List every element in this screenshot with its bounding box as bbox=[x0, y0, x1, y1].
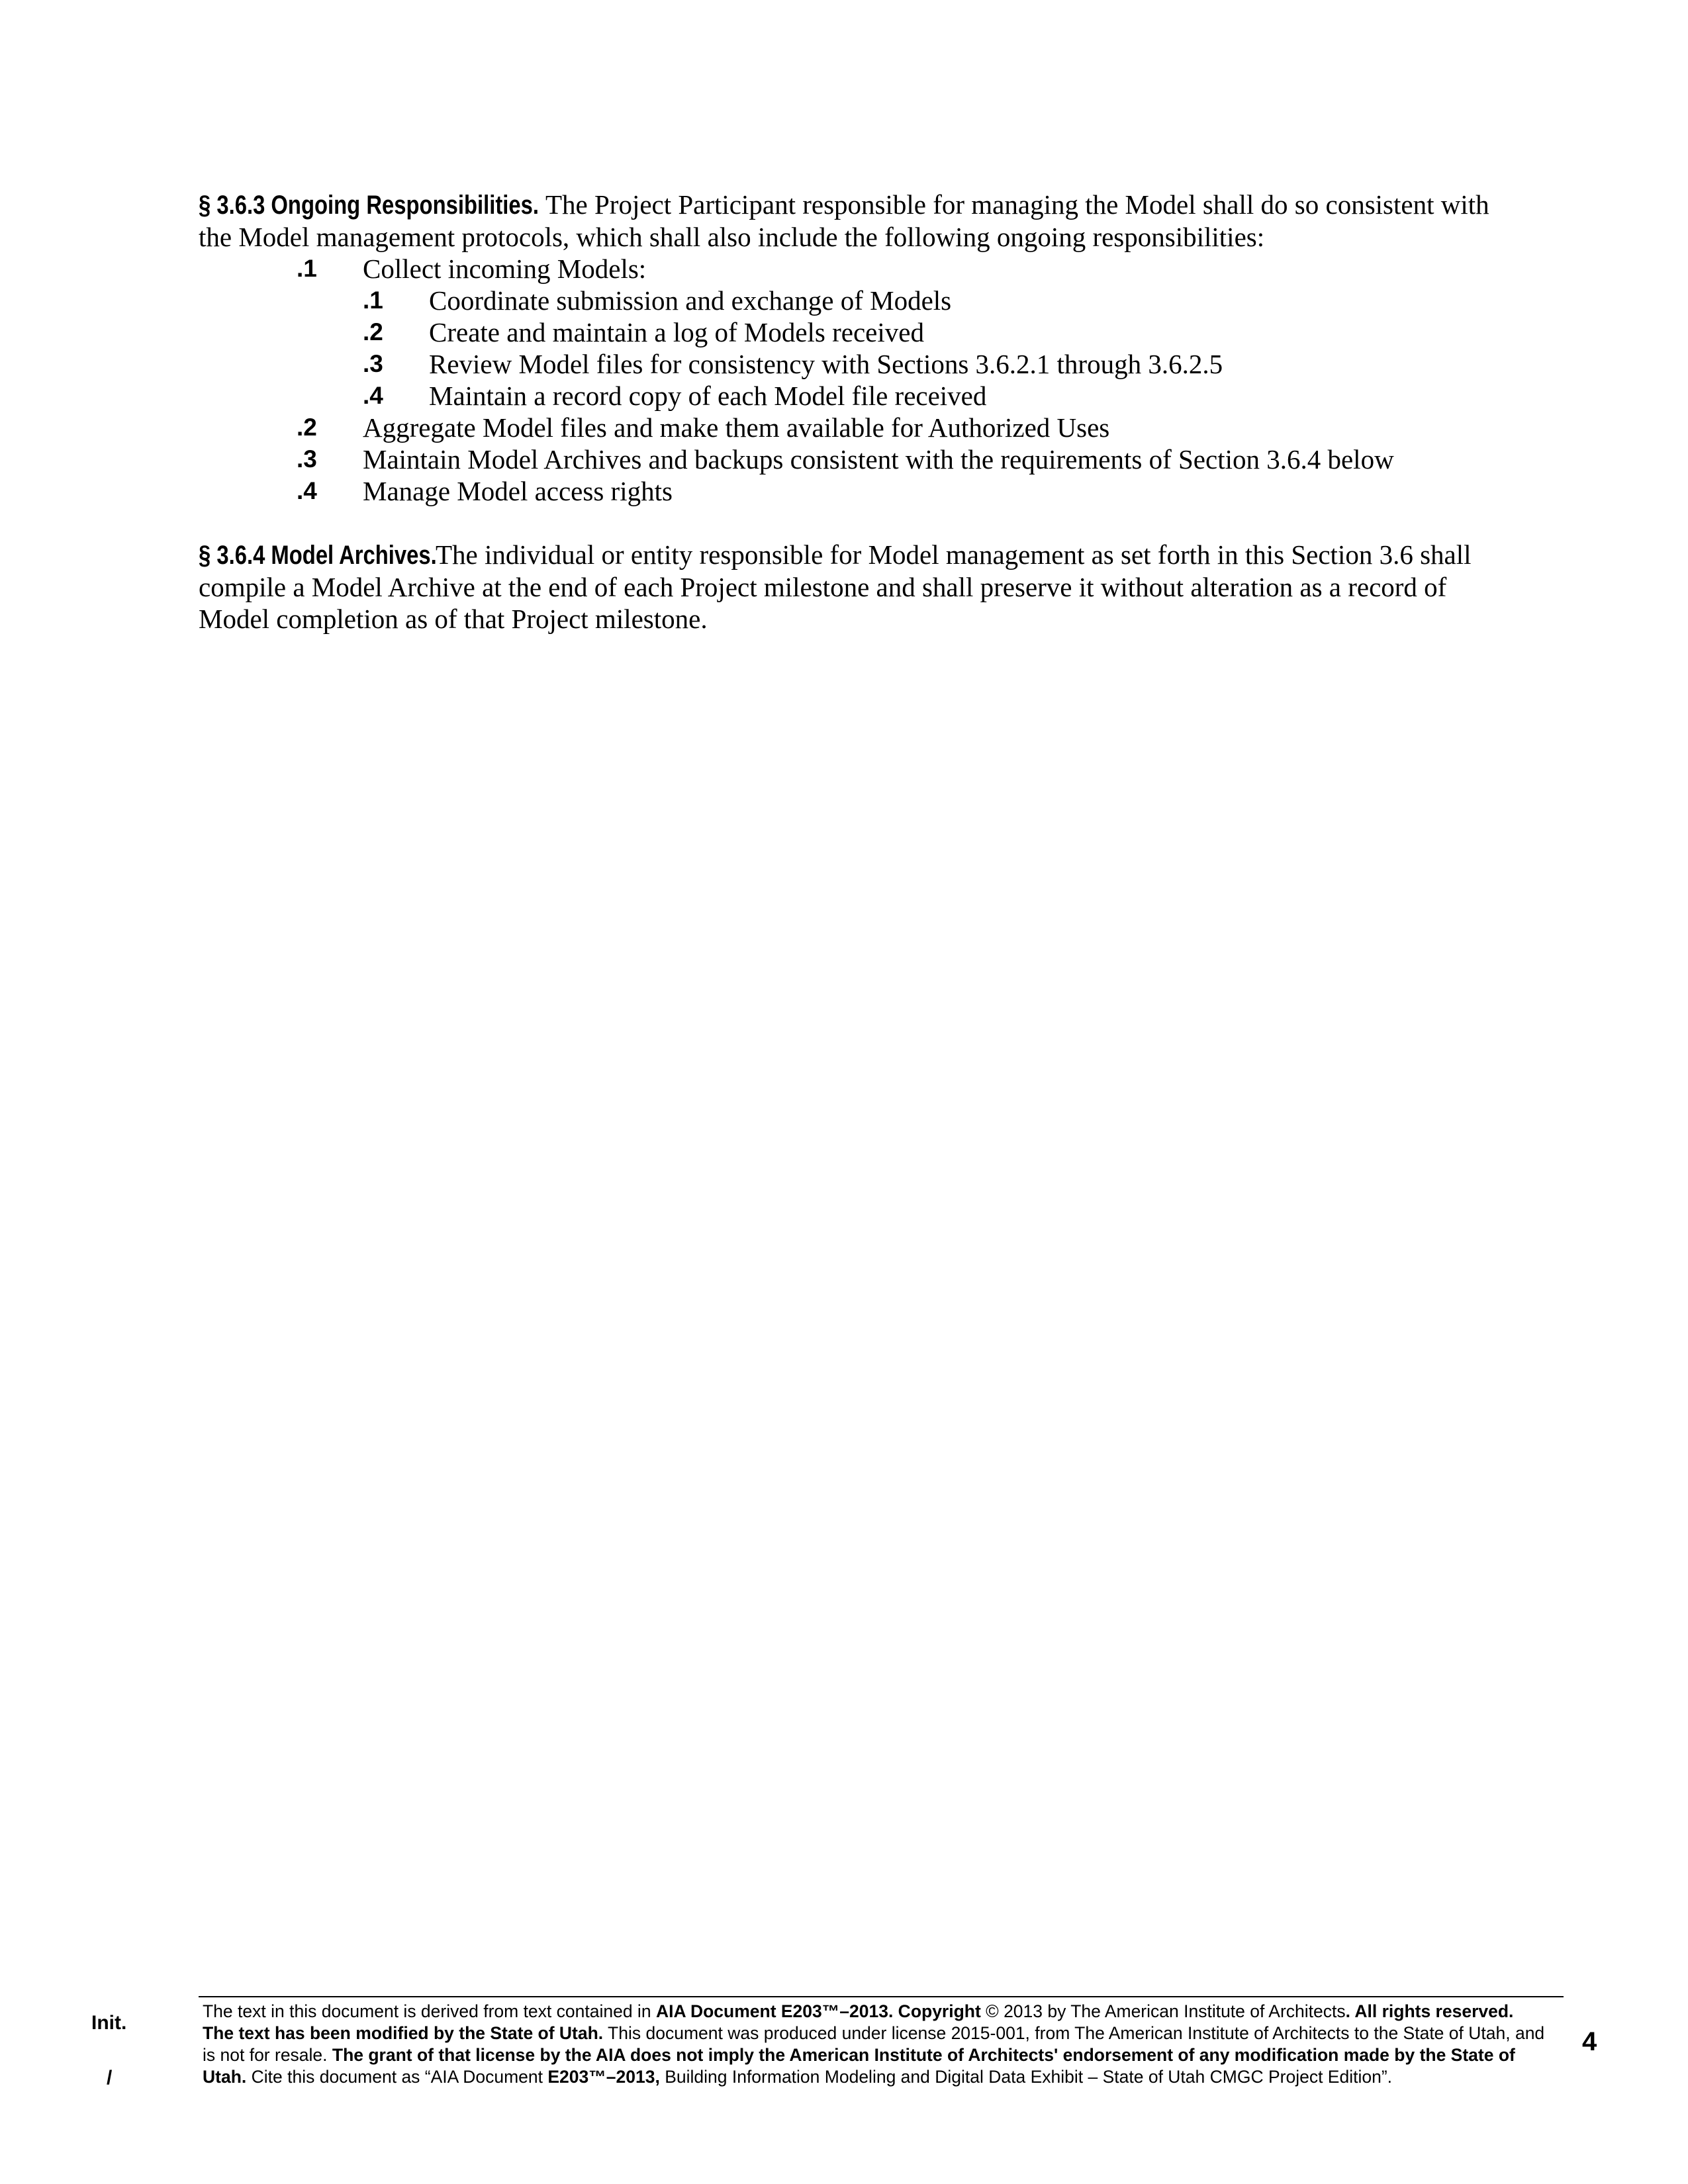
section-3-6-4-text-2: compile a Model Archive at the end of each Project milestone and shall preserve it without alteration as a record of bbox=[199, 572, 1447, 602]
item-number: .2 bbox=[297, 414, 317, 441]
section-3-6-4-heading: § 3.6.4 Model Archives. bbox=[199, 541, 437, 570]
list-item bbox=[199, 412, 1562, 443]
footer-text-2: © 2013 by The American Institute of Architects bbox=[980, 2001, 1346, 2021]
list-item bbox=[199, 380, 1562, 412]
item-number: .2 bbox=[363, 318, 383, 345]
item-number: .1 bbox=[297, 255, 317, 282]
item-number: .4 bbox=[297, 477, 317, 504]
footer-bold-2: . All rights reserved. The text has been modified by the State of Utah. bbox=[203, 2001, 1514, 2043]
item-text: Create and maintain a log of Models received bbox=[429, 317, 924, 347]
section-3-6-4-line1 bbox=[199, 539, 1562, 571]
list-item bbox=[199, 475, 1562, 507]
section-3-6-3-heading: § 3.6.3 Ongoing Responsibilities. bbox=[199, 191, 539, 220]
footer-text-5: Building Information Modeling and Digital Data Exhibit – State of Utah CMGC Project Edition”. bbox=[659, 2067, 1393, 2087]
item-number: .3 bbox=[363, 350, 383, 377]
section-3-6-3 bbox=[199, 189, 1562, 507]
item-text: Collect incoming Models: bbox=[363, 253, 647, 284]
item-number: .4 bbox=[363, 382, 383, 409]
footer-text-3: This document was produced under license 2015-001, from The American Institute of Architects to the State of Utah, and is not for resale. bbox=[203, 2023, 1545, 2065]
item-text: Maintain Model Archives and backups consistent with the requirements of Section 3.6.4 below bbox=[363, 444, 1394, 475]
item-text: Review Model files for consistency with Sections 3.6.2.1 through 3.6.2.5 bbox=[429, 349, 1223, 379]
item-text: Manage Model access rights bbox=[363, 476, 673, 506]
footer-text-4: Cite this document as “AIA Document bbox=[246, 2067, 548, 2087]
item-number: .3 bbox=[297, 445, 317, 473]
list-item bbox=[199, 253, 1562, 285]
footer-bold-4: E203™–2013, bbox=[547, 2067, 660, 2087]
section-3-6-3-line1 bbox=[199, 189, 1562, 221]
item-number: .1 bbox=[363, 287, 383, 314]
list-item bbox=[199, 316, 1562, 348]
footer-bold-3: The grant of that license by the AIA does not imply the American Institute of Architects' endorsement of any modification made by the State of Utah. bbox=[203, 2045, 1515, 2087]
section-3-6-4-text-1: The individual or entity responsible for Model management as set forth in this Section 3.6 shall bbox=[436, 539, 1472, 570]
responsibilities-list bbox=[199, 253, 1562, 507]
item-text: Coordinate submission and exchange of Models bbox=[429, 285, 952, 316]
list-item bbox=[199, 443, 1562, 475]
page-number: 4 bbox=[1582, 2027, 1597, 2056]
list-item bbox=[199, 285, 1562, 316]
item-text: Aggregate Model files and make them available for Authorized Uses bbox=[363, 412, 1110, 443]
list-item bbox=[199, 348, 1562, 380]
init-label: Init. bbox=[91, 2012, 127, 2034]
footer-text-1: The text in this document is derived from text contained in bbox=[203, 2001, 656, 2021]
section-3-6-3-intro-2: the Model management protocols, which shall also include the following ongoing responsibilities: bbox=[199, 222, 1265, 252]
footer-divider bbox=[199, 1996, 1564, 1997]
footer-notice bbox=[203, 2001, 1546, 2088]
init-slash: / bbox=[107, 2067, 113, 2089]
document-body bbox=[199, 189, 1562, 635]
footer-bold-1: AIA Document E203™–2013. Copyright bbox=[655, 2001, 981, 2021]
section-3-6-4-text-3: Model completion as of that Project milestone. bbox=[199, 604, 708, 634]
section-3-6-3-intro-1: The Project Participant responsible for managing the Model shall do so consistent with bbox=[545, 189, 1489, 220]
item-text: Maintain a record copy of each Model file received bbox=[429, 381, 987, 411]
section-3-6-4 bbox=[199, 539, 1562, 635]
